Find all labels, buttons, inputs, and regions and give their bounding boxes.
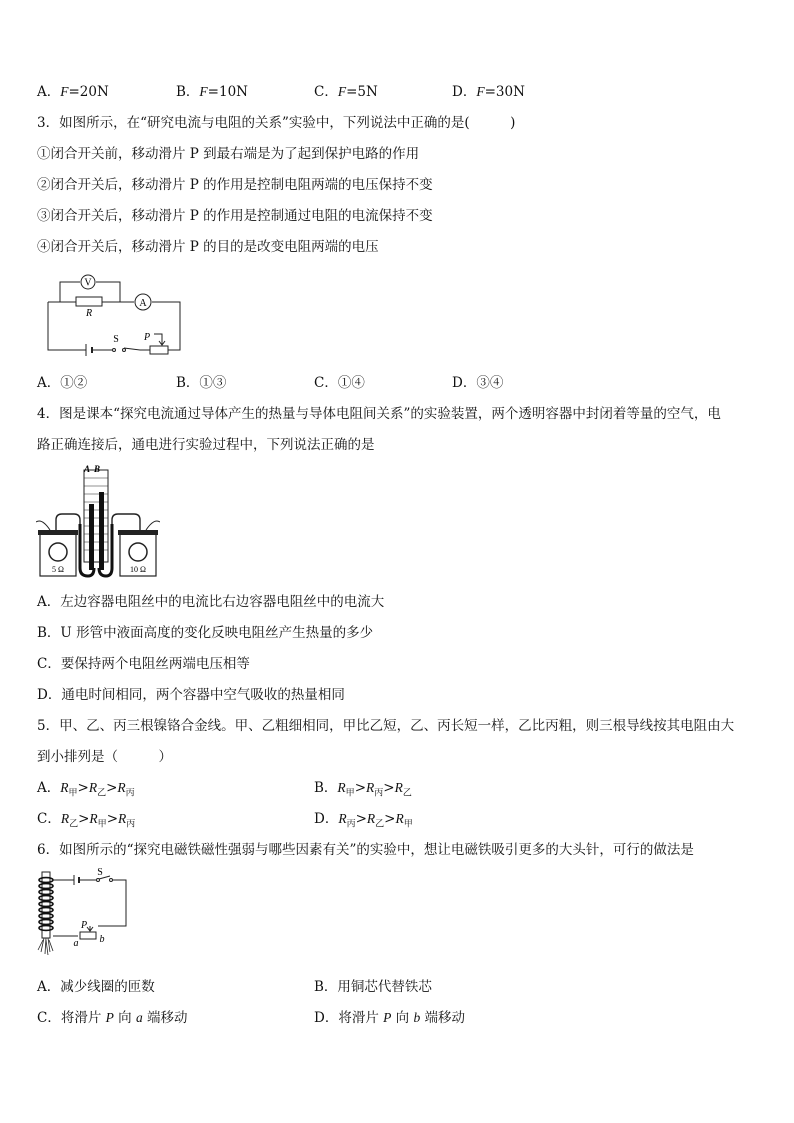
q3-statement-1: ①闭合开关前，移动滑片 P 到最右端是为了起到保护电路的作用 [37,146,420,162]
q3-statement-4: ④闭合开关后，移动滑片 P 的目的是改变电阻两端的电压 [37,239,379,255]
q4-option-b: B．U 形管中液面高度的变化反映电阻丝产生热量的多少 [37,625,374,641]
option-value: =30N [484,84,525,100]
tube-a-label: A [84,464,91,474]
ammeter-label: A [139,298,147,309]
q2-option-a [37,83,109,101]
q2-option-b [176,83,248,101]
q4-stem-line-2: 路正确连接后，通电进行实验过程中，下列说法正确的是 [37,437,375,453]
terminal-b-label: b [99,934,105,945]
q3-stem: 3．如图所示，在“研究电流与电阻的关系”实验中，下列说法中正确的是( ) [37,115,516,131]
variable-f: F [476,84,485,99]
q2-option-c [314,83,378,101]
right-resistance-label: 10 Ω [130,565,146,574]
q6-option-b: B．用铜芯代替铁芯 [314,979,432,995]
variable-f: F [60,84,69,99]
q5-stem-line-2: 到小排列是（ ） [37,749,172,765]
variable-f: F [337,84,347,99]
slider-label: P [80,920,88,931]
switch-label: S [113,334,119,345]
q3-circuit-diagram [40,270,190,358]
q5-stem-line-1: 5．甲、乙、丙三根镍铬合金线。甲、乙粗细相同，甲比乙短，乙、丙长短一样，乙比丙粗，则三根导线按其电阻由大 [37,718,735,734]
q4-option-c: C．要保持两个电阻丝两端电压相等 [37,656,250,672]
q5-option-c: C．$R_乙>R_甲>R_丙$ [37,811,136,830]
q5-option-b: B．$R_甲>R_丙>R_乙$ [314,780,412,799]
q6-electromagnet-diagram [34,868,134,956]
q4-option-d: D．通电时间相同，两个容器中空气吸收的热量相同 [37,687,345,703]
q5-option-a: A．$R_甲>R_乙>R_丙$ [37,780,135,799]
option-label: B． [176,84,200,100]
q6-stem: 6．如图所示的“探究电磁铁磁性强弱与哪些因素有关”的实验中，想让电磁铁吸引更多的大头针，可行的做法是 [37,842,694,858]
q6-option-c: C．将滑片 P 向 a 端移动 [37,1010,188,1026]
q6-option-d: D．将滑片 P 向 b 端移动 [314,1010,466,1026]
q3-option-b: B．①③ [176,375,227,391]
q3-statement-2: ②闭合开关后，移动滑片 P 的作用是控制电阻两端的电压保持不变 [37,177,433,193]
q3-option-d: D．③④ [452,375,504,391]
switch-label: S [97,868,103,878]
option-value: =5N [346,84,378,100]
terminal-a-label: a [73,938,79,949]
q4-stem-line-1: 4．图是课本“探究电流通过导体产生的热量与导体电阻间关系”的实验装置，两个透明容器中封闭着等量的空气，电 [37,406,721,422]
variable-f: F [199,84,208,99]
option-value: =20N [68,84,109,100]
option-label: A． [37,84,61,100]
option-label: D． [452,84,477,100]
left-resistance-label: 5 Ω [52,565,64,574]
resistor-label: R [85,308,93,319]
q4-apparatus-diagram [36,464,160,582]
option-label: C． [314,84,338,100]
voltmeter-label: V [84,277,92,289]
q5-option-d: D．$R_丙>R_乙>R_甲$ [314,811,413,830]
slider-label: P [143,332,151,343]
q3-option-a: A．①② [37,375,88,391]
q3-statement-3: ③闭合开关后，移动滑片 P 的作用是控制通过电阻的电流保持不变 [37,208,433,224]
q4-option-a: A．左边容器电阻丝中的电流比右边容器电阻丝中的电流大 [37,594,385,610]
q3-option-c: C．①④ [314,375,365,391]
q2-option-d [452,83,525,101]
option-value: =10N [207,84,248,100]
tube-b-label: B [94,464,101,474]
q6-option-a: A．减少线圈的匝数 [37,979,155,995]
